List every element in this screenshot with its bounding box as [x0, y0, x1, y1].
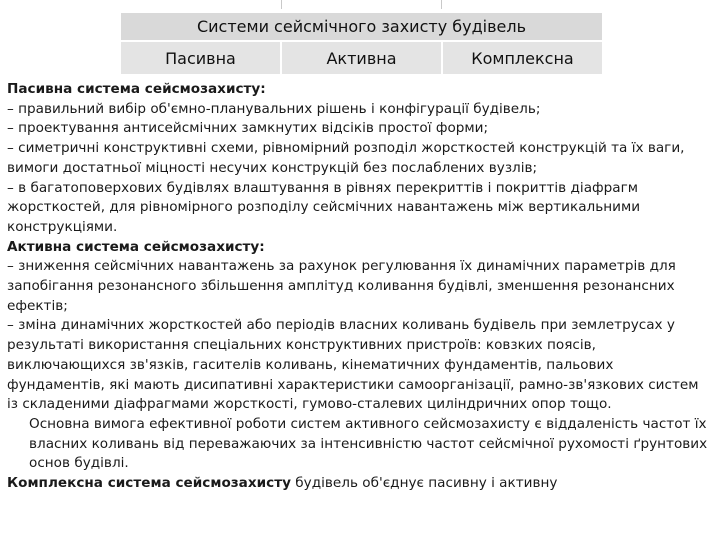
column-passive: Пасивна — [121, 42, 282, 74]
passive-heading: Пасивна система сейсмозахисту: — [7, 81, 266, 97]
table-title: Системи сейсмічного захисту будівель — [121, 11, 602, 40]
passive-item: – проектування антисейсмічних замкнутих відсіків простої форми; — [7, 120, 489, 137]
column-active: Активна — [282, 42, 443, 74]
body-text — [7, 80, 713, 494]
table-row — [121, 40, 602, 74]
systems-table — [121, 0, 602, 74]
active-item: – зміна динамічних жорсткостей або періодів власних коливань будівель при землетрусах у результаті використання спеціальних конструктивних пристроїв: ковзких поясів, виключающихся зв'язків, гасителів коливань, кінематичних фундаментів, пальових фундаментів, які мають дисипативні характеристики самоорганізації, рамно-зв'язкових систем із складеними діафрагмами жорсткості, гумово-сталевих циліндричних опор тощо. — [7, 317, 699, 413]
active-note: Основна вимога ефективної роботи систем активного сейсмозахисту є віддаленість частот їх власних коливань від переважаючих за інтенсивністю частот сейсмічної рухомості ґрунтових основ будівлі. — [29, 415, 708, 472]
complex-text: будівель об'єднує пасивну і активну — [290, 475, 558, 492]
active-heading: Активна система сейсмозахисту: — [7, 238, 265, 255]
passive-item: – в багатоповерхових будівлях влаштування в рівнях перекриттів і покриттів діафрагм жорсткостей, для рівномірного розподілу сейсмічних навантажень між вертикальними конструкціями. — [7, 179, 641, 235]
active-item: – зниження сейсмічних навантажень за рахунок регулювання їх динамічних параметрів для запобігання резонансного збільшення амплітуд коливання будівлі, зменшення резонансних ефектів; — [7, 258, 676, 314]
table-top-strip — [121, 0, 602, 11]
complex-paragraph — [7, 474, 713, 494]
column-complex: Комплексна — [471, 48, 574, 68]
passive-item: – симетричні конструктивні схеми, рівномірний розподіл жорсткостей конструкцій та їх ваги, вимоги достатньої міцності несучих конструкцій без послаблених вузлів; — [7, 140, 685, 176]
passive-item: – правильний вибір об'ємно-планувальних рішень і конфігурації будівель; — [7, 100, 541, 117]
complex-heading: Комплексна система сейсмозахисту — [7, 475, 291, 492]
